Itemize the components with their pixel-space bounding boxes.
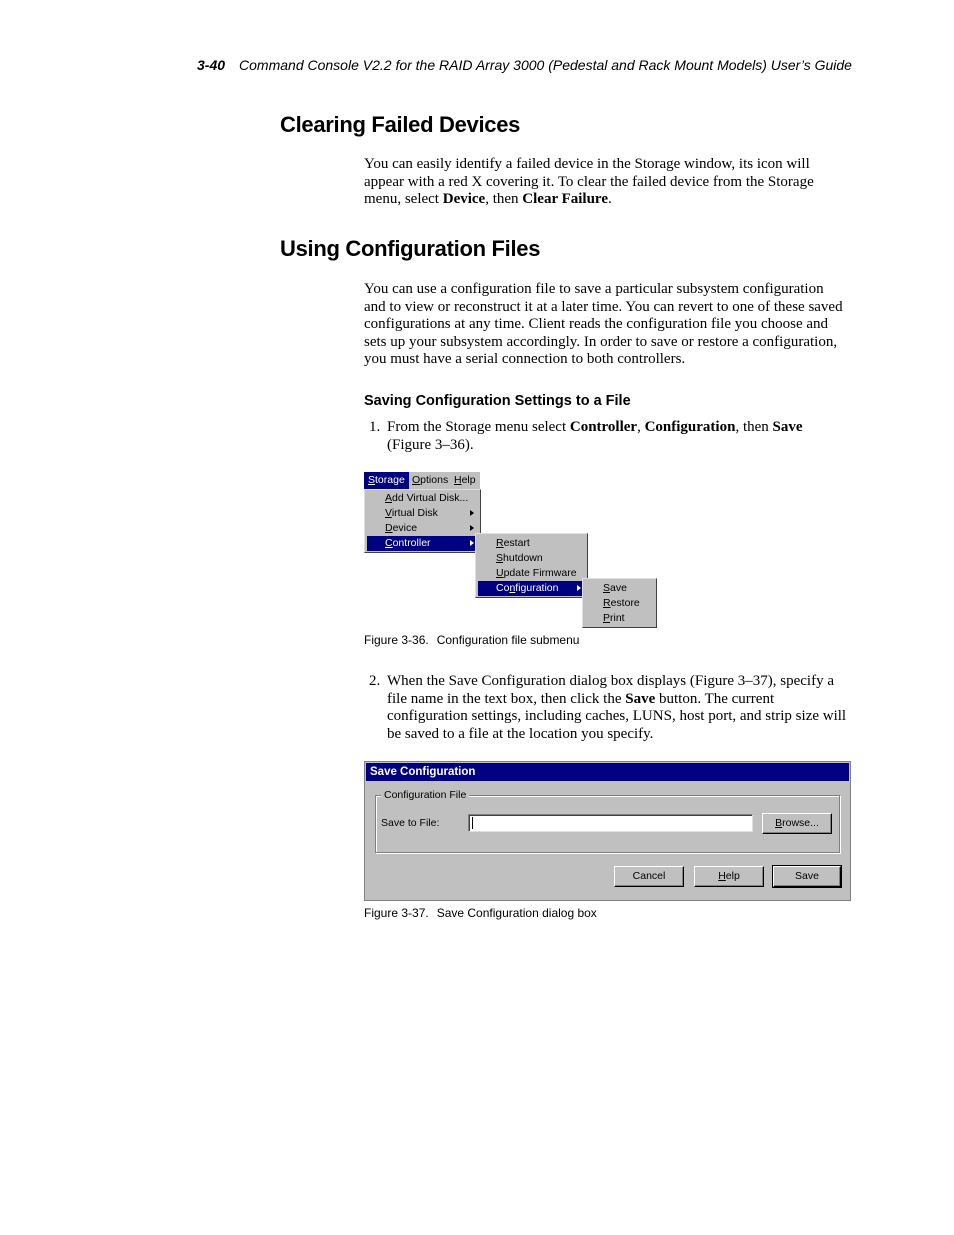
heading-clearing-failed-devices: Clearing Failed Devices [280, 112, 521, 137]
menu-options[interactable]: Options [412, 474, 449, 486]
menu-storage[interactable]: Storage [364, 472, 409, 489]
bold-term-clear-failure: Clear Failure [522, 191, 608, 207]
book-title: Command Console V2.2 for the RAID Array 3000 (Pedestal and Rack Mount Models) User’s Guide [239, 57, 852, 73]
figure-label: Figure 3-37. [364, 906, 429, 920]
submenu-arrow-icon [470, 525, 474, 531]
text-run: You can easily identify a failed device in the Storage window, its icon will appear with a red X covering it. To clear the failed device from the Storage menu, select [364, 156, 814, 207]
page-header [197, 57, 852, 73]
save-to-file-input[interactable] [468, 814, 753, 832]
menu-item-add-virtual-disk[interactable]: Add Virtual Disk... [385, 492, 469, 504]
controller-submenu [475, 533, 588, 598]
figure-text: Configuration file submenu [436, 633, 580, 647]
menu-item-update-firmware[interactable]: Update Firmware [496, 567, 577, 579]
step-number: 2. [369, 673, 381, 689]
step-2 [369, 673, 849, 743]
menu-item-configuration[interactable]: Configuration [478, 581, 585, 596]
menu-item-restart[interactable]: Restart [496, 537, 530, 549]
save-button[interactable]: Save [773, 866, 841, 887]
menu-item-shutdown[interactable]: Shutdown [496, 552, 543, 564]
bold-term-save: Save [625, 690, 656, 707]
text-run: , then [485, 191, 523, 207]
bold-term-device: Device [442, 191, 486, 207]
save-to-file-label: Save to File: [381, 817, 440, 829]
cancel-button[interactable]: Cancel [614, 866, 684, 887]
storage-menu [364, 489, 481, 553]
text-run: button. The current configuration settings, including caches, LUNS, host port, and strip size will be saved to a file at the location you specify. [387, 690, 847, 742]
step-number: 1. [369, 419, 381, 435]
text-run: , [637, 419, 645, 435]
configuration-files-paragraph: You can use a configuration file to save a particular subsystem configuration and to view or reconstruct it at a later time. You can revert to one of these saved configurations at any time. Client reads the configuration file you choose and sets up your subsystem accordingly. In order to save or restore a configuration, you must have a serial connection to both controllers. [364, 281, 843, 367]
menu-item-save[interactable]: Save [603, 582, 627, 594]
dialog-title-bar: Save Configuration [366, 763, 849, 781]
text-run: When the Save Configuration dialog box displays (Figure 3–37), specify a file name in the text box, then click the [387, 673, 834, 707]
menu-item-controller[interactable]: Controller [367, 536, 478, 551]
submenu-arrow-icon [470, 540, 474, 546]
text-caret [472, 817, 473, 829]
clearing-failed-devices-paragraph [364, 156, 848, 209]
bold-term-configuration: Configuration [644, 419, 736, 435]
text-run: , then [735, 419, 773, 435]
save-configuration-dialog [364, 761, 851, 901]
submenu-arrow-icon [470, 510, 474, 516]
browse-button[interactable]: Browse... [762, 813, 832, 834]
figure-text: Save Configuration dialog box [436, 906, 597, 920]
submenu-arrow-icon [577, 585, 581, 591]
menu-help[interactable]: Help [454, 474, 476, 486]
heading-saving-configuration: Saving Configuration Settings to a File [364, 393, 631, 409]
bold-term-controller: Controller [569, 419, 638, 435]
menu-item-device[interactable]: Device [367, 521, 478, 536]
figure-label: Figure 3-36. [364, 633, 429, 647]
step-1 [369, 419, 849, 454]
menu-item-print[interactable]: Print [603, 612, 625, 624]
heading-using-configuration-files: Using Configuration Files [280, 236, 541, 261]
text-run: . [607, 191, 612, 207]
text-run: (Figure 3–36). [387, 436, 474, 453]
menu-item-restore[interactable]: Restore [603, 597, 640, 609]
configuration-submenu [582, 578, 657, 628]
text-run: From the Storage menu select [387, 419, 570, 435]
bold-term-save: Save [772, 419, 803, 435]
group-label: Configuration File [381, 789, 469, 801]
figure-3-37-caption [364, 906, 597, 920]
page-number: 3-40 [197, 57, 226, 73]
menu-bar [364, 472, 480, 489]
menu-item-virtual-disk[interactable]: Virtual Disk [367, 506, 478, 521]
figure-3-36-caption [364, 633, 579, 647]
help-button[interactable]: Help [694, 866, 764, 887]
